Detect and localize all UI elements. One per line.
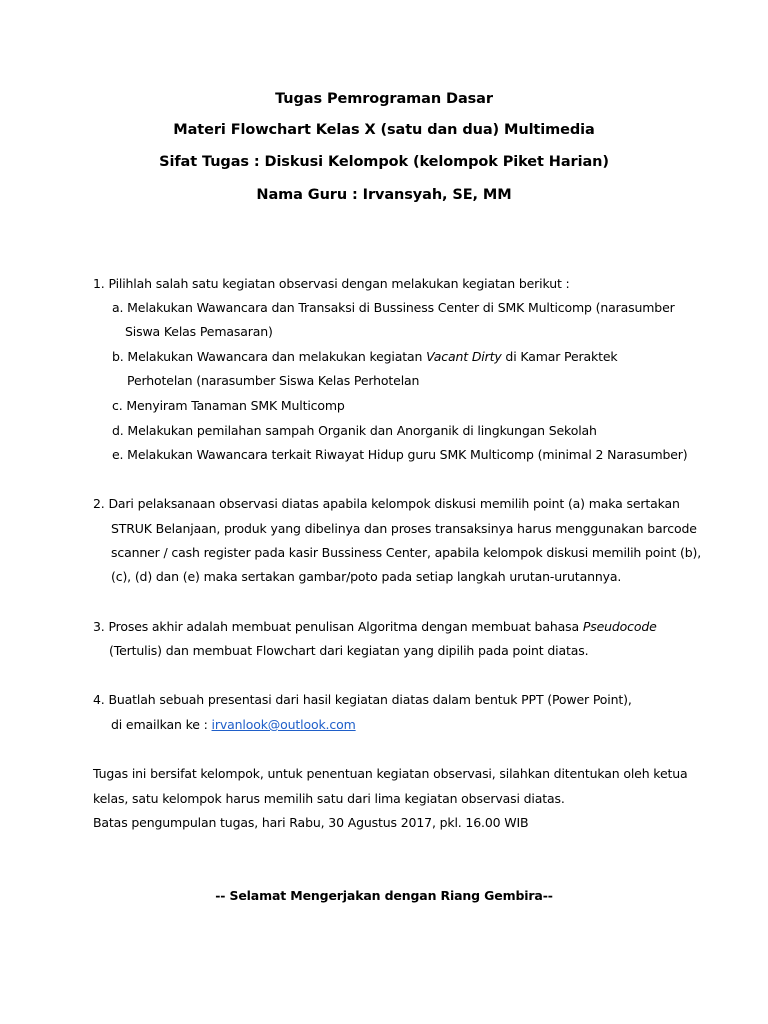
option-b-text-end: di Kamar Peraktek: [501, 349, 618, 364]
closing-line: -- Selamat Mengerjakan dengan Riang Gembira--: [215, 888, 553, 903]
question-2-line-4: (c), (d) dan (e) maka sertakan gambar/poto pada setiap langkah urutan-urutannya.: [111, 569, 622, 584]
note-line-1: Tugas ini bersifat kelompok, untuk penentuan kegiatan observasi, silahkan ditentukan oleh ketua: [93, 766, 688, 781]
option-c: c. Menyiram Tanaman SMK Multicomp: [112, 398, 345, 413]
question-2-line-1: 2. Dari pelaksanaan observasi diatas apabila kelompok diskusi memilih point (a) maka sertakan: [93, 496, 680, 511]
question-2-line-2: STRUK Belanjaan, produk yang dibelinya dan proses transaksinya harus menggunakan barcode: [111, 521, 697, 536]
task-nature-line: Sifat Tugas : Diskusi Kelompok (kelompok Piket Harian): [159, 154, 609, 170]
deadline-line: Batas pengumpulan tugas, hari Rabu, 30 Agustus 2017, pkl. 16.00 WIB: [93, 815, 529, 830]
option-a-line-2: Siswa Kelas Pemasaran): [125, 324, 273, 339]
option-b-emphasis: Vacant Dirty: [426, 349, 502, 364]
subject-line: Materi Flowchart Kelas X (satu dan dua) Multimedia: [173, 122, 595, 138]
option-b-text: b. Melakukan Wawancara dan melakukan kegiatan: [112, 349, 427, 364]
option-b-line-2: Perhotelan (narasumber Siswa Kelas Perhotelan: [127, 373, 420, 388]
document-title: Tugas Pemrograman Dasar: [275, 91, 493, 107]
email-label: di emailkan ke :: [111, 717, 212, 732]
question-3-line-2: (Tertulis) dan membuat Flowchart dari kegiatan yang dipilih pada point diatas.: [109, 643, 589, 658]
question-2-line-3: scanner / cash register pada kasir Bussiness Center, apabila kelompok diskusi memilih point (b),: [111, 545, 702, 560]
note-line-2: kelas, satu kelompok harus memilih satu dari lima kegiatan observasi diatas.: [93, 791, 565, 806]
question-4-line-2: [111, 717, 356, 733]
email-link[interactable]: irvanlook@outlook.com: [211, 717, 356, 732]
question-3-text: 3. Proses akhir adalah membuat penulisan Algoritma dengan membuat bahasa: [93, 619, 583, 634]
question-1-intro: 1. Pilihlah salah satu kegiatan observasi dengan melakukan kegiatan berikut :: [93, 276, 570, 291]
question-4-line-1: 4. Buatlah sebuah presentasi dari hasil kegiatan diatas dalam bentuk PPT (Power Point),: [93, 692, 632, 707]
option-a-line-1: a. Melakukan Wawancara dan Transaksi di Bussiness Center di SMK Multicomp (narasumber: [112, 300, 675, 315]
option-d: d. Melakukan pemilahan sampah Organik dan Anorganik di lingkungan Sekolah: [112, 423, 597, 438]
question-3-line-1: [93, 619, 657, 635]
option-b-line-1: [112, 349, 618, 365]
option-e: e. Melakukan Wawancara terkait Riwayat Hidup guru SMK Multicomp (minimal 2 Narasumber): [112, 447, 688, 462]
pseudocode-emphasis: Pseudocode: [582, 619, 657, 634]
teacher-line: Nama Guru : Irvansyah, SE, MM: [256, 187, 512, 203]
